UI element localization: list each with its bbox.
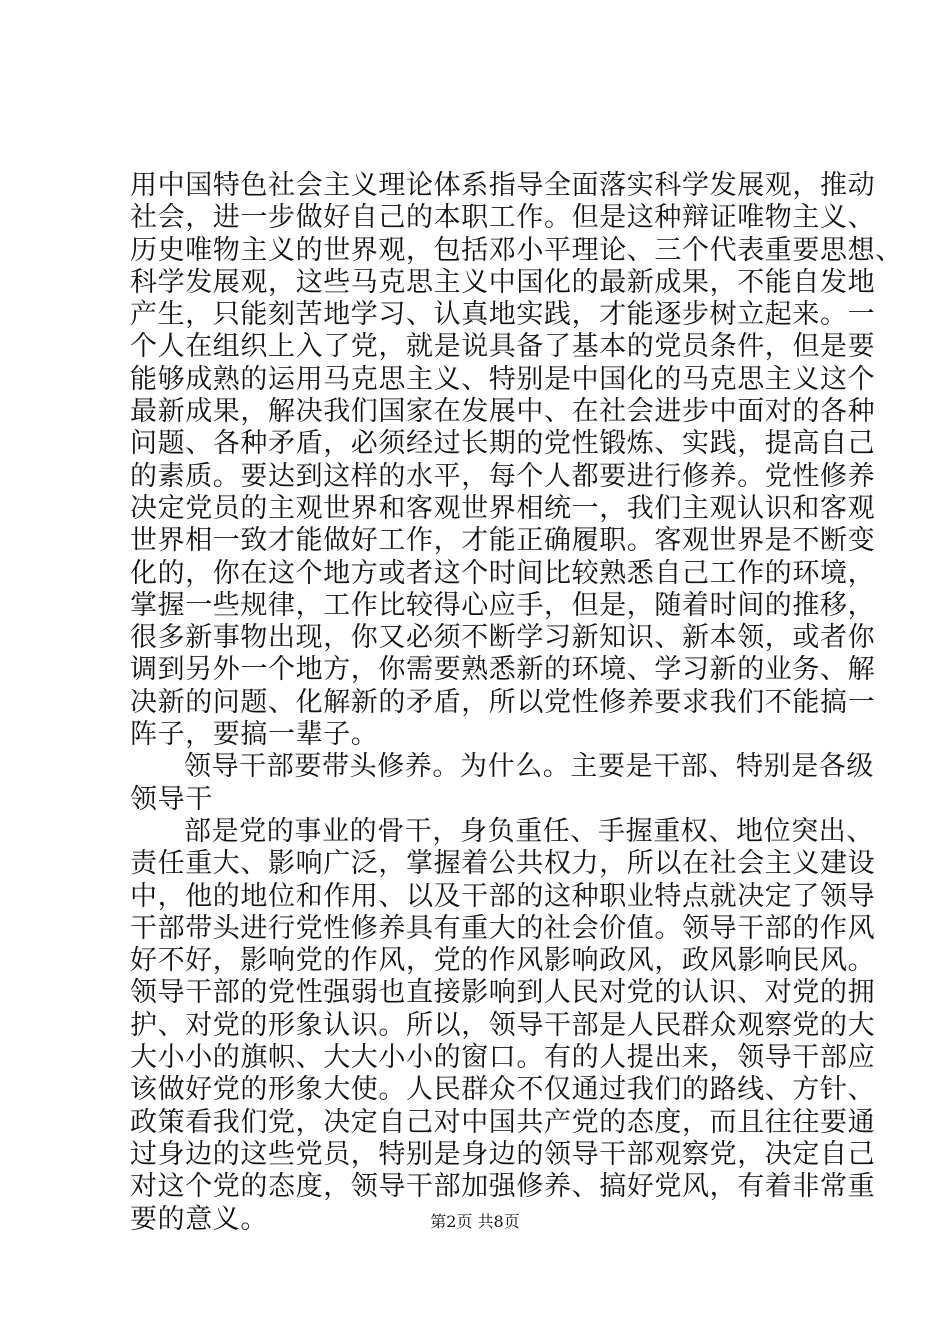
text-line: 很多新事物出现，你又必须不断学习新知识、新本领，或者你 [130, 622, 876, 654]
text-line: 护、对党的形象认识。所以，领导干部是人民群众观察党的大 [130, 1009, 876, 1041]
text-line: 能够成熟的运用马克思主义、特别是中国化的马克思主义这个 [130, 363, 876, 395]
text-line: 最新成果，解决我们国家在发展中、在社会进步中面对的各种 [130, 396, 876, 428]
text-line: 决定党员的主观世界和客观世界相统一，我们主观认识和客观 [130, 492, 876, 524]
text-line: 历史唯物主义的世界观，包括邓小平理论、三个代表重要思想、 [130, 234, 903, 266]
text-line: 问题、各种矛盾，必须经过长期的党性锻炼、实践，提高自己 [130, 428, 876, 460]
text-line: 社会，进一步做好自己的本职工作。但是这种辩证唯物主义、 [130, 202, 876, 234]
text-line: 对这个党的态度，领导干部加强修养、搞好党风，有着非常重 [130, 1171, 876, 1203]
text-line: 产生，只能刻苦地学习、认真地实践，才能逐步树立起来。一 [130, 299, 876, 331]
text-line: 的素质。要达到这样的水平，每个人都要进行修养。党性修养 [130, 460, 876, 492]
text-line: 阵子，要搞一辈子。 [130, 719, 379, 751]
text-line: 决新的问题、化解新的矛盾，所以党性修养要求我们不能搞一 [130, 686, 876, 718]
text-line: 领导干 [130, 783, 213, 815]
text-line: 中，他的地位和作用、以及干部的这种职业特点就决定了领导 [130, 880, 876, 912]
text-line: 政策看我们党，决定自己对中国共产党的态度，而且往往要通 [130, 1106, 876, 1138]
page-number-footer: 第2页 共8页 [430, 1212, 520, 1231]
text-line: 过身边的这些党员，特别是身边的领导干部观察党，决定自己 [130, 1138, 876, 1170]
text-line-indented: 领导干部要带头修养。为什么。主要是干部、特别是各级 [184, 751, 874, 783]
text-line: 要的意义。 [130, 1203, 268, 1235]
text-line: 干部带头进行党性修养具有重大的社会价值。领导干部的作风 [130, 912, 876, 944]
text-line: 掌握一些规律，工作比较得心应手，但是，随着时间的推移， [130, 589, 876, 621]
text-line: 世界相一致才能做好工作，才能正确履职。客观世界是不断变 [130, 525, 876, 557]
text-line: 责任重大、影响广泛，掌握着公共权力，所以在社会主义建设 [130, 848, 876, 880]
text-line: 化的，你在这个地方或者这个时间比较熟悉自己工作的环境， [130, 557, 876, 589]
text-line: 领导干部的党性强弱也直接影响到人民对党的认识、对党的拥 [130, 977, 876, 1009]
text-line: 好不好，影响党的作风，党的作风影响政风，政风影响民风。 [130, 945, 876, 977]
body-text [130, 170, 903, 1236]
text-line: 该做好党的形象大使。人民群众不仅通过我们的路线、方针、 [130, 1074, 876, 1106]
text-line: 大小小的旗帜、大大小小的窗口。有的人提出来，领导干部应 [130, 1042, 876, 1074]
text-line: 用中国特色社会主义理论体系指导全面落实科学发展观，推动 [130, 170, 876, 201]
text-line-indented: 部是党的事业的骨干，身负重任、手握重权、地位突出、 [184, 815, 874, 847]
text-line: 科学发展观，这些马克思主义中国化的最新成果，不能自发地 [130, 266, 876, 298]
text-line: 调到另外一个地方，你需要熟悉新的环境、学习新的业务、解 [130, 654, 876, 686]
text-line: 个人在组织上入了党，就是说具备了基本的党员条件，但是要 [130, 331, 876, 363]
